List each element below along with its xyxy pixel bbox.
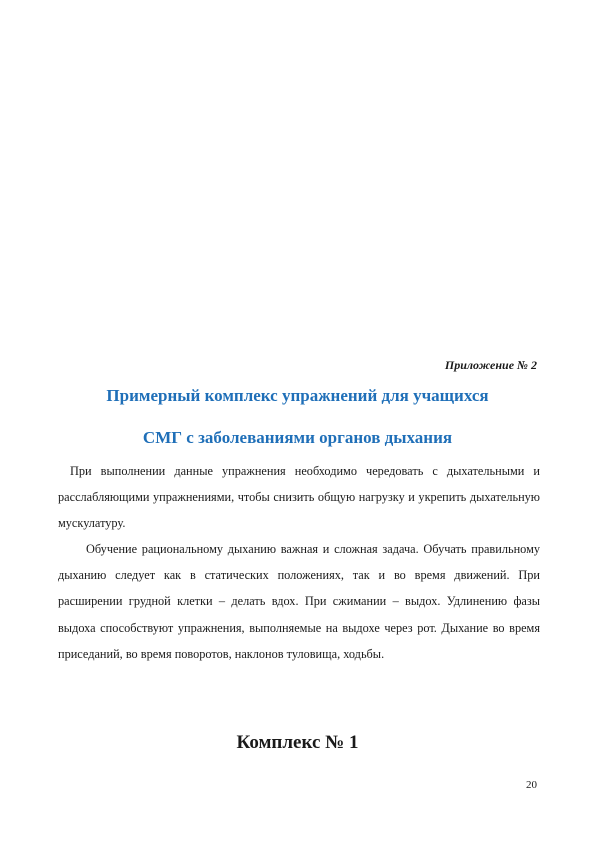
body-paragraph-2: Обучение рациональному дыханию важная и сложная задача. Обучать правильному дыханию следует как в статических положениях, так и во время движений. При расширении грудной клетки – делать вдох. При сжимании – выдох. Удлинению фазы выдоха способствуют упражнения, выполняемые на выдохе через рот. Дыхание во время приседаний, во время поворотов, наклонов туловища, ходьбы. bbox=[58, 542, 540, 661]
document-title-line-2: СМГ с заболеваниями органов дыхания bbox=[142, 428, 453, 447]
body-paragraph-1: При выполнении данные упражнения необходимо чередовать с дыхательными и расслабляющими упражнениями, чтобы снизить общую нагрузку и укрепить дыхательную мускулатуру. bbox=[58, 464, 540, 531]
document-title-line-1: Примерный комплекс упражнений для учащихся bbox=[106, 386, 489, 405]
page-number: 20 bbox=[526, 779, 537, 791]
complex-heading: Комплекс № 1 bbox=[236, 732, 359, 753]
appendix-label: Приложение № 2 bbox=[444, 358, 537, 372]
